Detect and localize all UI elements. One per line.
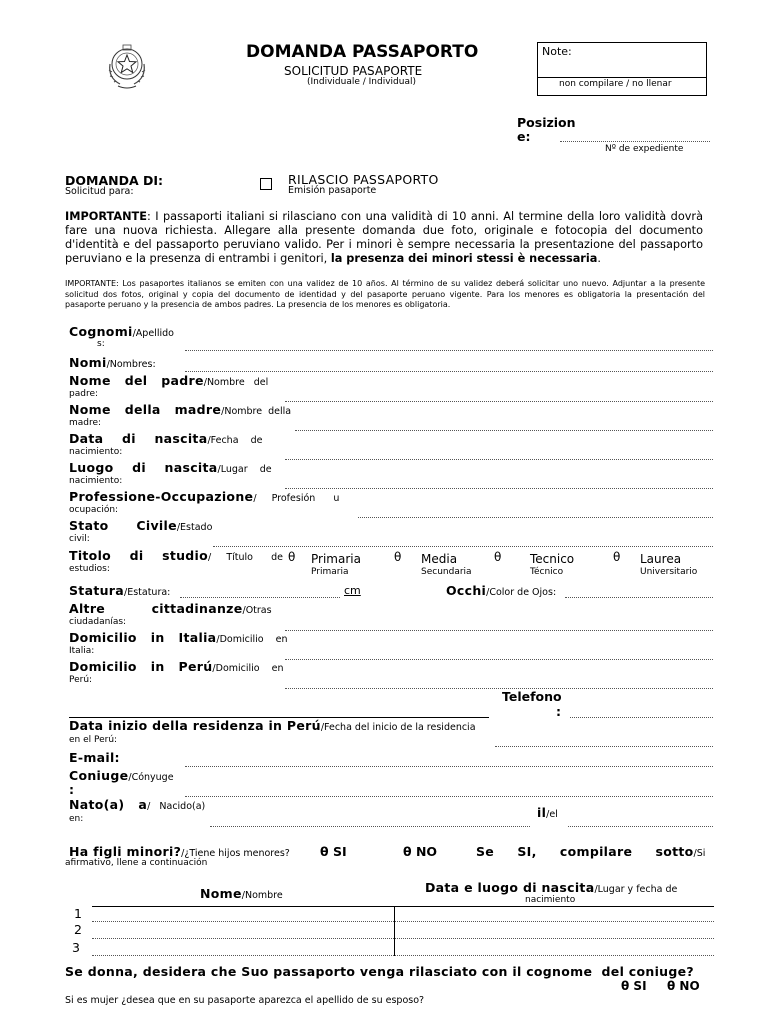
luogo-nascita-label: Luogo di nascita/Lugar de bbox=[69, 460, 272, 475]
donna-si-option[interactable]: θ SI bbox=[621, 979, 647, 993]
rilascio-option: RILASCIO PASSAPORTO bbox=[288, 172, 439, 187]
tecnico-label: Tecnico bbox=[530, 552, 575, 566]
nomi-field[interactable] bbox=[185, 371, 713, 372]
data-nascita-label-es: nacimiento: bbox=[69, 447, 123, 457]
expediente-label: Nº de expediente bbox=[605, 144, 684, 154]
padre-label-es: padre: bbox=[69, 389, 99, 399]
cognomi-label-es: s: bbox=[97, 339, 105, 349]
primaria-label-es: Primaria bbox=[311, 567, 349, 577]
residenza-field[interactable] bbox=[495, 746, 713, 747]
email-label: E-mail: bbox=[69, 750, 120, 765]
figli-no-option[interactable]: θ NO bbox=[403, 844, 438, 859]
cognomi-label: Cognomi/Apellido bbox=[69, 324, 174, 339]
media-radio[interactable]: θ bbox=[394, 550, 402, 564]
occhi-label: Occhi/Color de Ojos: bbox=[446, 583, 557, 598]
donna-question: Se donna, desidera che Suo passaporto venga rilasciato con il cognome del coniuge? bbox=[65, 964, 694, 979]
children-table-divider bbox=[394, 906, 395, 956]
media-label: Media bbox=[421, 552, 458, 566]
note-divider bbox=[538, 77, 706, 78]
altre-cittadinanze-label-es: ciudadanías: bbox=[69, 617, 127, 627]
note-footer: non compilare / no llenar bbox=[559, 79, 672, 89]
importante-it-bold: IMPORTANTE bbox=[65, 210, 147, 223]
children-row-line[interactable] bbox=[92, 938, 714, 939]
children-col-data: Data e luogo di nascita/Lugar y fecha de bbox=[425, 880, 678, 895]
importante-it-paragraph bbox=[65, 210, 703, 266]
children-table-top bbox=[92, 906, 714, 907]
domanda-label-es: Solicitud para: bbox=[65, 186, 134, 197]
figli-question: Ha figli minori?/¿Tiene hijos menores? bbox=[69, 844, 290, 859]
importante-it-bold2: la presenza dei minori stessi è necessaria bbox=[330, 252, 598, 265]
children-col-data-es: nacimiento bbox=[525, 895, 576, 905]
statura-field[interactable] bbox=[180, 597, 340, 598]
statura-label: Statura/Estatura: bbox=[69, 583, 171, 598]
domicilio-peru-label-es: Perú: bbox=[69, 675, 93, 685]
nato-label-es: en: bbox=[69, 814, 84, 824]
titolo-studio-label-es: estudios: bbox=[69, 564, 110, 574]
posizione-field[interactable] bbox=[560, 141, 710, 142]
statura-unit: cm bbox=[344, 584, 361, 597]
cognomi-field[interactable] bbox=[185, 350, 713, 351]
coniuge-field[interactable] bbox=[185, 796, 713, 797]
tecnico-label-es: Técnico bbox=[530, 567, 564, 577]
telefono-label: Telefono bbox=[502, 689, 562, 704]
data-nascita-field[interactable] bbox=[285, 459, 713, 460]
stato-civile-label: Stato Civile/Estado bbox=[69, 518, 213, 533]
luogo-nascita-field[interactable] bbox=[285, 488, 713, 489]
nomi-label: Nomi/Nombres: bbox=[69, 355, 156, 370]
media-label-es: Secundaria bbox=[421, 567, 472, 577]
primaria-radio[interactable]: θ bbox=[288, 550, 296, 564]
primaria-label: Primaria bbox=[311, 552, 361, 566]
page-subtitle: SOLICITUD PASAPORTE bbox=[284, 64, 423, 78]
importante-it-end: . bbox=[597, 252, 601, 265]
posizione-label-2: e: bbox=[517, 129, 531, 144]
donna-no-option[interactable]: θ NO bbox=[667, 979, 700, 993]
titolo-studio-label: Titolo di studio/ Título de bbox=[69, 548, 283, 563]
nato-label: Nato(a) a/ Nacido(a) bbox=[69, 797, 206, 812]
madre-label: Nome della madre/Nombre della bbox=[69, 402, 292, 417]
figli-se-si: Se SI, compilare sotto/Si bbox=[476, 844, 706, 859]
domicilio-peru-label: Domicilio in Perú/Domicilio en bbox=[69, 659, 284, 674]
altre-cittadinanze-label: Altre cittadinanze/Otras bbox=[69, 601, 272, 616]
children-row-line[interactable] bbox=[92, 955, 714, 956]
note-label: Note: bbox=[542, 45, 572, 58]
madre-label-es: madre: bbox=[69, 418, 102, 428]
domicilio-italia-field[interactable] bbox=[285, 659, 713, 660]
stato-civile-field[interactable] bbox=[213, 546, 713, 547]
altre-cittadinanze-field[interactable] bbox=[285, 630, 713, 631]
coniuge-label: Coniuge/Cónyuge bbox=[69, 768, 174, 783]
rilascio-option-es: Emisión pasaporte bbox=[288, 185, 377, 196]
laurea-label: Laurea bbox=[640, 552, 682, 566]
page-title: DOMANDA PASSAPORTO bbox=[246, 42, 479, 62]
domicilio-italia-label: Domicilio in Italia/Domicilio en bbox=[69, 630, 288, 645]
il-field[interactable] bbox=[568, 826, 713, 827]
note-box bbox=[537, 42, 707, 96]
nato-field[interactable] bbox=[210, 826, 530, 827]
professione-label-es: ocupación: bbox=[69, 505, 119, 515]
donna-question-es: Si es mujer ¿desea que en su pasaporte aparezca el apellido de su esposo? bbox=[65, 995, 425, 1006]
laurea-radio[interactable]: θ bbox=[613, 550, 621, 564]
importante-es-paragraph: IMPORTANTE: Los pasaportes italianos se emiten con una validez de 10 años. Al término de su validez deberá solicitar uno nuevo. Adjuntar a la presente solicitud dos fotos, original y copia del documento de identidad y del pasaporte peruano vigente. Para los menores es obligatoria la presentación del pasaporte peruano y la presencia de ambos padres. La presencia de los menores es obligatoria. bbox=[65, 279, 705, 309]
laurea-label-es: Universitario bbox=[640, 567, 698, 577]
madre-field[interactable] bbox=[295, 430, 713, 431]
children-row-line[interactable] bbox=[92, 921, 714, 922]
posizione-label-1: Posizion bbox=[517, 115, 576, 130]
domicilio-italia-label-es: Italia: bbox=[69, 646, 95, 656]
residenza-label-es: en el Perú: bbox=[69, 735, 118, 745]
luogo-nascita-label-es: nacimiento: bbox=[69, 476, 123, 486]
page-subtitle-type: (Individuale / Individual) bbox=[307, 77, 416, 87]
figli-se-si-es: afirmativo, llene a continuación bbox=[65, 858, 208, 868]
data-nascita-label: Data di nascita/Fecha de bbox=[69, 431, 263, 446]
italian-republic-emblem bbox=[104, 42, 150, 92]
children-row-number: 2 bbox=[74, 922, 82, 937]
stato-civile-label-es: civil: bbox=[69, 534, 90, 544]
coniuge-colon: : bbox=[69, 782, 74, 797]
domanda-label: DOMANDA DI: bbox=[65, 173, 164, 188]
children-col-nome: Nome/Nombre bbox=[200, 886, 283, 901]
occhi-field[interactable] bbox=[565, 597, 713, 598]
domicilio-peru-field[interactable] bbox=[285, 688, 713, 689]
children-row-number: 3 bbox=[72, 940, 80, 955]
il-label: il/el bbox=[537, 805, 558, 820]
padre-label: Nome del padre/Nombre del bbox=[69, 373, 269, 388]
telefono-colon: : bbox=[556, 704, 561, 719]
children-row-number: 1 bbox=[74, 906, 82, 921]
professione-field[interactable] bbox=[358, 517, 713, 518]
professione-label: Professione-Occupazione/ Profesión u bbox=[69, 489, 340, 504]
tecnico-radio[interactable]: θ bbox=[494, 550, 502, 564]
importante-it-text: : I passaporti italiani si rilasciano con una validità di 10 anni. Al termine della loro validità dovrà fare una nuova richiesta. Allegare alla presente domanda due foto, originale e fotocopia del documento d'identità e del passaporto peruviano valido. Per i minori è sempre necessaria la presentazione del passaporto peruviano e la presenza di entrambi i genitori, bbox=[65, 210, 703, 265]
residenza-label: Data inizio della residenza in Perú/Fecha del inicio de la residencia bbox=[69, 718, 476, 733]
figli-si-option[interactable]: θ SI bbox=[320, 844, 347, 859]
rilascio-checkbox[interactable] bbox=[260, 178, 272, 190]
telefono-field[interactable] bbox=[570, 717, 713, 718]
email-field[interactable] bbox=[185, 766, 713, 767]
padre-field[interactable] bbox=[285, 401, 713, 402]
